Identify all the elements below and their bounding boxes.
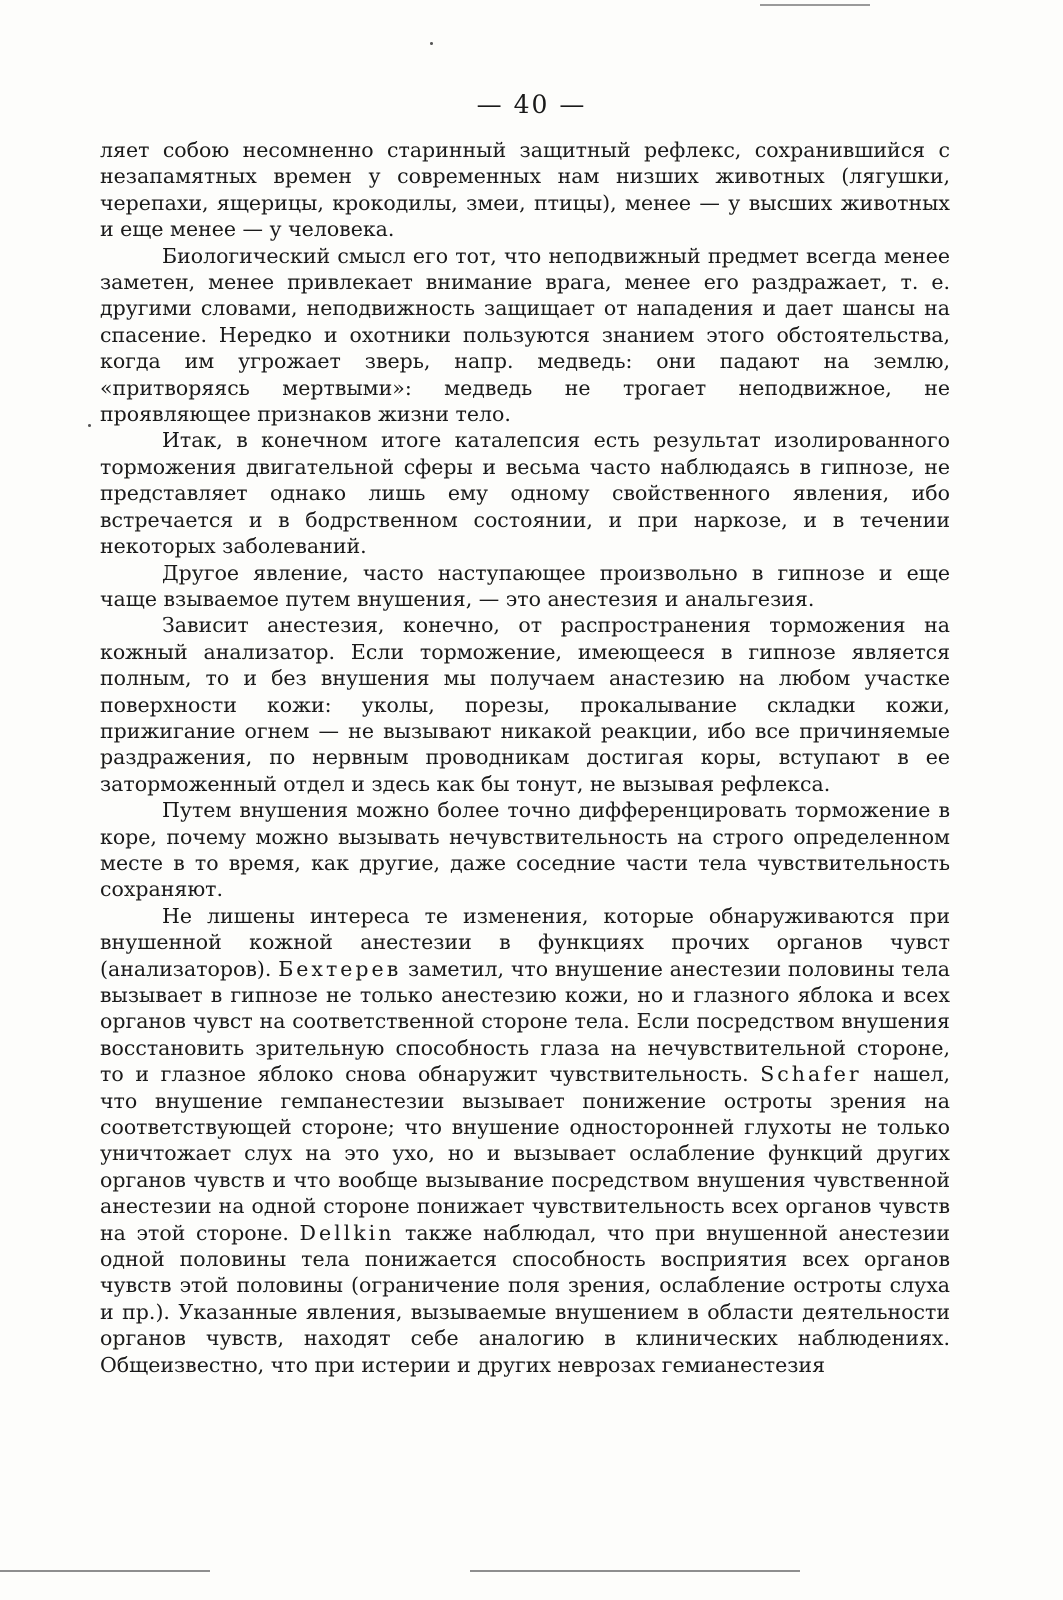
scan-edge-top	[760, 4, 870, 6]
scan-edge-bottom	[470, 1570, 800, 1572]
paragraph: Итак, в конечном итоге каталепсия есть результат изолированного торможения двигательной сферы и весьма часто наблюдаясь в гипнозе, не представляет однако лишь ему одному свойственного явления, ибо встречается и в бодрственном состоянии, и при наркозе, и в течении некоторых заболеваний.	[100, 428, 950, 559]
scan-speck	[430, 42, 433, 45]
paragraph-with-names	[100, 903, 950, 1378]
page-number: — 40 —	[476, 90, 587, 119]
paragraph: Зависит анестезия, конечно, от распространения торможения на кожный анализатор. Если торможение, имеющееся в гипнозе является полным, то и без внушения мы получаем анастезию на любом участке поверхности кожи: уколы, порезы, прокалывание складки кожи, прижигание огнем — не вызывают никакой реакции, ибо все причиняемые раздражения, по нервным проводникам достигая коры, вступают в ее заторможенный отдел и здесь как бы тонут, не вызывая рефлекса.	[100, 613, 950, 796]
scan-speck	[88, 424, 91, 427]
body-text	[100, 137, 950, 1378]
paragraph: ляет собою несомненно старинный защитный рефлекс, сохранившийся с незапамятных времен у современных нам низших животных (лягушки, черепахи, ящерицы, крокодилы, змеи, птицы), менее — у высших животных и еще менее — у человека.	[100, 138, 950, 242]
text-run: Не лишены интереса те изменения, которые обнаруживаются при внушенной кожной анестезии в функциях прочих органов чувст (анализаторов).	[100, 903, 950, 981]
paragraph: Биологический смысл его тот, что неподвижный предмет всегда менее заметен, менее привлекает внимание врага, менее его раздражает, т. е. другими словами, неподвижность защищает от нападения и дает шансы на спасение. Нередко и охотники пользуются знанием этого обстоятельства, когда им угрожает зверь, напр. медведь: они падают на землю, «притворяясь мертвыми»: медведь не трогает неподвижное, не проявляющее признаков жизни тело.	[100, 243, 950, 427]
author-name: Бехтерев	[278, 956, 402, 981]
text-run: нашел, что внушение гемпанестезии вызывает понижение остроты зрения на соответствующей стороне; что внушение односторонней глухоты не только уничтожает слух на это ухо, но и вызывает ослабление функций других органов чувств и что вообще вызывание посредством внушения чувственной анестезии на одной стороне понижает чувствительность всех органов чувств на этой стороне.	[100, 1062, 950, 1245]
paragraph: Путем внушения можно более точно дифференцировать торможение в коре, почему можно вызывать нечувствительность на строго определенном месте в то время, как другие, даже соседние части тела чувствительность сохраняют.	[100, 798, 950, 902]
text-run: заметил, что внушение анестезии половины тела вызывает в гипнозе не только анестезию кожи, но и глазного яблока и всех органов чувст на соответственной стороне тела. Если посредством внушения восстановить зрительную способность глаза на нечувствительной стороне, то и глазное яблоко снова обнаружит чувствительность.	[100, 956, 950, 1087]
author-name: Schafer	[760, 1062, 862, 1087]
scan-edge-bottom	[0, 1570, 210, 1572]
text-run: также наблюдал, что при внушенной анестезии одной половины тела понижается способность восприятия всех органов чувств этой половины (ограничение поля зрения, ослабление остроты слуха и пр.). Указанные явления, вызываемые внушением в области деятельности органов чувств, находят себе аналогию в клинических наблюдениях. Общеизвестно, что при истерии и других неврозах гемианестезия	[100, 1220, 950, 1377]
author-name: Dellkin	[299, 1220, 395, 1245]
paragraph: Другое явление, часто наступающее произвольно в гипнозе и еще чаще взываемое путем внушения, — это анестезия и анальгезия.	[100, 560, 950, 611]
